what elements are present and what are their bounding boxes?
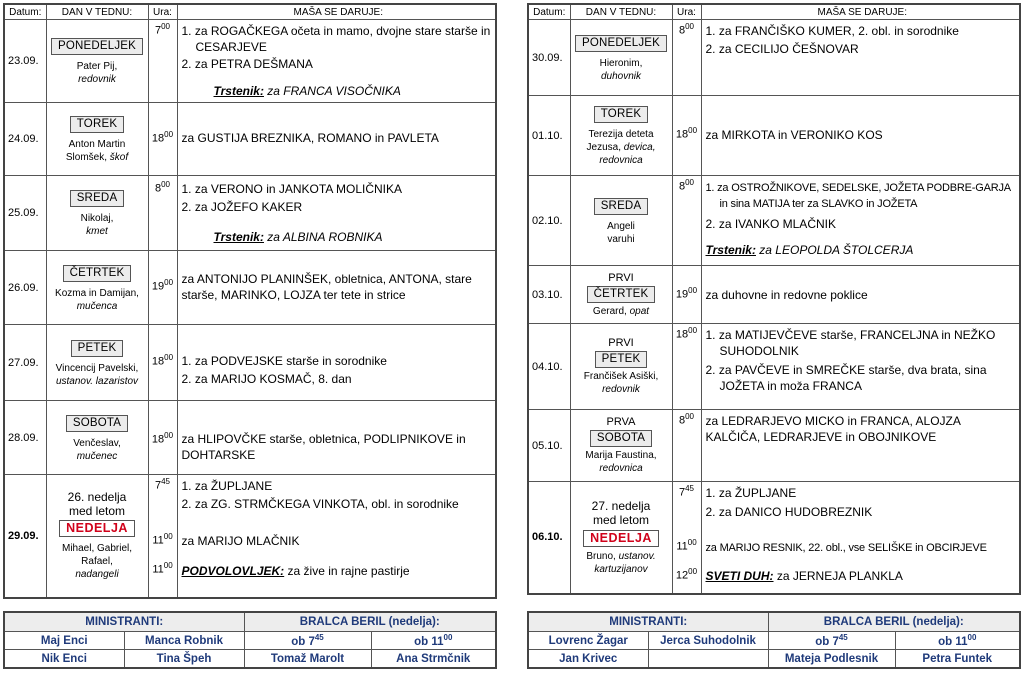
mass-intention: 1. za PODVEJSKE starše in sorodnike bbox=[181, 354, 387, 368]
footer-right bbox=[527, 611, 1021, 669]
masses-cell bbox=[701, 96, 1020, 176]
day-cell bbox=[570, 20, 672, 96]
location-intention: PODVOLOVLJEK: za žive in rajne pastirje bbox=[181, 564, 410, 578]
day-cell bbox=[570, 266, 672, 324]
header-day: DAN V TEDNU: bbox=[46, 4, 148, 20]
table-row bbox=[528, 96, 1020, 176]
location-intention: Trstenik: za LEOPOLDA ŠTOLCERJA bbox=[705, 243, 914, 257]
date-cell: 02.10. bbox=[528, 176, 570, 266]
mass-time: $7^{45}$ bbox=[678, 484, 695, 499]
mass-intention: za ANTONIJO PLANINŠEK, obletnica, ANTONA, stare starše, MARINKO, LOJZA ter tete in strice bbox=[181, 272, 472, 302]
reading-time: ob $11^{00}$ bbox=[895, 632, 1020, 650]
day-cell bbox=[46, 20, 148, 103]
reading-time: ob $11^{00}$ bbox=[371, 632, 496, 650]
footer-row bbox=[4, 650, 496, 669]
footer-header bbox=[4, 612, 496, 632]
reading-time: ob $7^{45}$ bbox=[768, 632, 895, 650]
saint: Bruno, ustanov. kartuzijanov bbox=[586, 550, 656, 575]
saint: Pater Pij, redovnik bbox=[76, 61, 118, 85]
mass-intention: 1. za FRANČIŠKO KUMER, 2. obl. in sorodnike bbox=[705, 24, 959, 38]
mass-time: $7^{45}$ bbox=[154, 477, 171, 492]
date-cell: 25.09. bbox=[4, 176, 46, 251]
mass-intention: za HLIPOVČKE starše, obletnica, PODLIPNIKOVE in DOHTARSKE bbox=[181, 432, 466, 462]
day-label: PETEK bbox=[595, 351, 648, 368]
mass-intention: za MARIJO MLAČNIK bbox=[181, 534, 300, 548]
reading-time: ob $7^{45}$ bbox=[244, 632, 371, 650]
masses-cell bbox=[177, 401, 496, 475]
beril-label: BRALCA BERIL (nedelja): bbox=[244, 612, 496, 632]
mass-intention: za MARIJO RESNIK, 22. obl., vse SELIŠKE in OBCIRJEVE bbox=[705, 542, 987, 554]
day-cell bbox=[570, 482, 672, 594]
mass-time: $18^{00}$ bbox=[151, 431, 174, 446]
mass-intention: za duhovne in redovne poklice bbox=[705, 288, 868, 302]
footer-header bbox=[528, 612, 1020, 632]
saint: Anton Martin Slomšek, škof bbox=[65, 139, 129, 163]
ministrant: Maj Enci bbox=[4, 632, 124, 650]
reader: Tomaž Marolt bbox=[244, 650, 371, 669]
header-masses: MAŠA SE DARUJE: bbox=[701, 4, 1020, 20]
table-row bbox=[528, 266, 1020, 324]
header-time: Ura: bbox=[148, 4, 177, 20]
footer-row bbox=[528, 650, 1020, 669]
time-cell bbox=[672, 324, 701, 410]
ministrant: Manca Robnik bbox=[124, 632, 244, 650]
date-cell: 27.09. bbox=[4, 325, 46, 401]
table-row bbox=[4, 401, 496, 475]
saint: Angeli varuhi bbox=[607, 220, 635, 245]
table-row bbox=[4, 325, 496, 401]
time-cell bbox=[672, 266, 701, 324]
mass-time: $18^{00}$ bbox=[151, 130, 174, 145]
mass-time: $19^{00}$ bbox=[151, 278, 174, 293]
time-cell bbox=[672, 96, 701, 176]
ministrant bbox=[648, 650, 768, 669]
schedule-right bbox=[527, 3, 1021, 595]
location-intention: SVETI DUH: za JERNEJA PLANKLA bbox=[705, 569, 903, 583]
saint: Marija Faustina, redovnica bbox=[585, 450, 657, 474]
masses-cell bbox=[177, 325, 496, 401]
schedule-table-left bbox=[3, 3, 497, 599]
mass-time: $19^{00}$ bbox=[675, 286, 698, 301]
date-cell: 03.10. bbox=[528, 266, 570, 324]
mass-intention: 2. za MARIJO KOSMAČ, 8. dan bbox=[181, 372, 352, 386]
day-label: ČETRTEK bbox=[63, 265, 132, 282]
mass-intention: 1. za VERONO in JANKOTA MOLIČNIKA bbox=[181, 182, 402, 196]
day-cell bbox=[570, 324, 672, 410]
day-label: PETEK bbox=[71, 340, 124, 357]
day-label: TOREK bbox=[70, 116, 124, 133]
day-cell bbox=[570, 410, 672, 482]
day-label: NEDELJA bbox=[59, 520, 135, 537]
header-time: Ura: bbox=[672, 4, 701, 20]
masses-cell bbox=[701, 324, 1020, 410]
table-row bbox=[4, 20, 496, 103]
time-cell bbox=[148, 103, 177, 176]
mass-intention: za GUSTIJA BREZNIKA, ROMANO in PAVLETA bbox=[181, 131, 439, 145]
masses-cell bbox=[177, 103, 496, 176]
day-label: TOREK bbox=[594, 106, 648, 123]
saint: Venčeslav, mučenec bbox=[73, 437, 121, 462]
footer-row bbox=[528, 632, 1020, 650]
table-row bbox=[528, 410, 1020, 482]
header-row bbox=[4, 4, 496, 20]
day-cell bbox=[46, 475, 148, 598]
footer-row bbox=[4, 632, 496, 650]
time-cell bbox=[148, 251, 177, 325]
header-day: DAN V TEDNU: bbox=[570, 4, 672, 20]
schedule-left bbox=[3, 3, 497, 599]
masses-cell bbox=[177, 20, 496, 103]
masses-cell bbox=[177, 475, 496, 598]
mass-intention: 2. za ZG. STRMČKEGA VINKOTA, obl. in sorodnike bbox=[181, 497, 459, 511]
saint: Terezija deteta Jezusa, devica, redovnica bbox=[586, 129, 656, 166]
mass-intention: 1. za OSTROŽNIKOVE, SEDELSKE, JOŽETA PODBRE-GARJA in sina MATIJA ter za SLAVKO in JOŽETA bbox=[705, 182, 1011, 210]
mass-time: $11^{00}$ bbox=[152, 532, 173, 547]
footer-table-left bbox=[3, 611, 497, 669]
mass-time: $8^{00}$ bbox=[154, 180, 171, 195]
day-cell bbox=[570, 176, 672, 266]
day-cell bbox=[46, 176, 148, 251]
reader: Mateja Podlesnik bbox=[768, 650, 895, 669]
mass-intention: 2. za CECILIJO ČEŠNOVAR bbox=[705, 42, 859, 56]
table-row bbox=[4, 475, 496, 598]
ministranti-label: MINISTRANTI: bbox=[4, 612, 244, 632]
mass-intention: 1. za MATIJEVČEVE starše, FRANCELJNA in NEŽKO SUHODOLNIK bbox=[705, 328, 996, 358]
mass-intention: 2. za PAVČEVE in SMREČKE starše, dva brata, sina JOŽETA in moža FRANCA bbox=[705, 363, 987, 393]
date-cell: 04.10. bbox=[528, 324, 570, 410]
mass-time: $7^{00}$ bbox=[154, 22, 171, 37]
header-row bbox=[528, 4, 1020, 20]
header-date: Datum: bbox=[528, 4, 570, 20]
mass-time: $18^{00}$ bbox=[675, 126, 698, 141]
ministranti-label: MINISTRANTI: bbox=[528, 612, 768, 632]
time-cell bbox=[148, 20, 177, 103]
date-cell: 28.09. bbox=[4, 401, 46, 475]
time-cell bbox=[148, 401, 177, 475]
day-cell bbox=[46, 103, 148, 176]
time-cell bbox=[672, 410, 701, 482]
day-label: ČETRTEK bbox=[587, 286, 656, 303]
mass-time: $11^{00}$ bbox=[676, 538, 697, 553]
ministrant: Jerca Suhodolnik bbox=[648, 632, 768, 650]
mass-intention: 1. za ŽUPLJANE bbox=[705, 486, 797, 500]
day-label: SOBOTA bbox=[590, 430, 652, 447]
ministrant: Nik Enci bbox=[4, 650, 124, 669]
date-cell: 06.10. bbox=[528, 482, 570, 594]
sunday-title: 27. nedelja med letom bbox=[591, 498, 651, 527]
beril-label: BRALCA BERIL (nedelja): bbox=[768, 612, 1020, 632]
mass-time: $18^{00}$ bbox=[675, 326, 698, 341]
schedule-table-right bbox=[527, 3, 1021, 595]
day-label: SREDA bbox=[594, 198, 649, 215]
saint: Nikolaj, kmet bbox=[80, 213, 114, 237]
saint: Kozma in Damijan, mučenca bbox=[55, 287, 139, 312]
time-cell bbox=[672, 176, 701, 266]
header-date: Datum: bbox=[4, 4, 46, 20]
masses-cell bbox=[701, 410, 1020, 482]
sunday-title: 26. nedelja med letom bbox=[67, 490, 127, 519]
time-cell bbox=[148, 176, 177, 251]
day-cell bbox=[46, 325, 148, 401]
time-cell bbox=[672, 20, 701, 96]
saint: Gerard, opat bbox=[592, 305, 650, 317]
masses-cell bbox=[177, 251, 496, 325]
table-row bbox=[4, 103, 496, 176]
footer-table-right bbox=[527, 611, 1021, 669]
masses-cell bbox=[177, 176, 496, 251]
day-label: SREDA bbox=[70, 190, 125, 207]
footer-left bbox=[3, 611, 497, 669]
location-intention: Trstenik: za FRANCA VISOČNIKA bbox=[213, 84, 401, 98]
day-label: SOBOTA bbox=[66, 415, 128, 432]
mass-time: $8^{00}$ bbox=[678, 412, 695, 427]
mass-intention: 2. za JOŽEFO KAKER bbox=[181, 200, 303, 214]
table-row bbox=[4, 176, 496, 251]
first-friday-label: PRVI bbox=[608, 337, 634, 349]
mass-intention: 1. za ROGAČKEGA očeta in mamo, dvojne stare starše in CESARJEVE bbox=[181, 24, 491, 54]
masses-cell bbox=[701, 266, 1020, 324]
day-label: NEDELJA bbox=[583, 530, 659, 547]
saint: Hieronim, duhovnik bbox=[599, 57, 643, 82]
reader: Ana Strmčnik bbox=[371, 650, 496, 669]
time-cell bbox=[672, 482, 701, 594]
mass-time: $12^{00}$ bbox=[675, 567, 698, 582]
masses-cell bbox=[701, 482, 1020, 594]
ministrant: Tina Špeh bbox=[124, 650, 244, 669]
day-label: PONEDELJEK bbox=[575, 35, 667, 52]
date-cell: 05.10. bbox=[528, 410, 570, 482]
mass-intention: za LEDRARJEVO MICKO in FRANCA, ALOJZA KALČIČA, LEDRARJEVE in OBOJNIKOVE bbox=[705, 414, 961, 444]
table-row bbox=[528, 324, 1020, 410]
date-cell: 24.09. bbox=[4, 103, 46, 176]
location-intention: Trstenik: za ALBINA ROBNIKA bbox=[213, 230, 383, 244]
saint: Vincencij Pavelski, ustanov. lazaristov bbox=[55, 362, 139, 387]
table-row bbox=[528, 482, 1020, 594]
time-cell bbox=[148, 475, 177, 598]
table-row bbox=[528, 176, 1020, 266]
mass-time: $11^{00}$ bbox=[152, 561, 173, 576]
date-cell: 01.10. bbox=[528, 96, 570, 176]
first-saturday-label: PRVA bbox=[606, 416, 636, 428]
saint: Mihael, Gabriel, Rafael, nadangeli bbox=[61, 543, 133, 581]
day-cell bbox=[46, 251, 148, 325]
date-cell: 23.09. bbox=[4, 20, 46, 103]
date-cell: 30.09. bbox=[528, 20, 570, 96]
mass-intention: za MIRKOTA in VERONIKO KOS bbox=[705, 128, 883, 142]
ministrant: Jan Krivec bbox=[528, 650, 648, 669]
mass-intention: 2. za PETRA DEŠMANA bbox=[181, 57, 313, 71]
date-cell: 26.09. bbox=[4, 251, 46, 325]
day-cell bbox=[570, 96, 672, 176]
day-cell bbox=[46, 401, 148, 475]
mass-intention: 1. za ŽUPLJANE bbox=[181, 479, 273, 493]
saint: Frančišek Asiški, redovnik bbox=[583, 371, 659, 395]
ministrant: Lovrenc Žagar bbox=[528, 632, 648, 650]
header-masses: MAŠA SE DARUJE: bbox=[177, 4, 496, 20]
masses-cell bbox=[701, 20, 1020, 96]
reader: Petra Funtek bbox=[895, 650, 1020, 669]
table-row bbox=[528, 20, 1020, 96]
mass-time: $18^{00}$ bbox=[151, 353, 174, 368]
mass-time: $8^{00}$ bbox=[678, 178, 695, 193]
time-cell bbox=[148, 325, 177, 401]
mass-time: $8^{00}$ bbox=[678, 22, 695, 37]
mass-intention: 2. za IVANKO MLAČNIK bbox=[705, 217, 836, 231]
date-cell: 29.09. bbox=[4, 475, 46, 598]
first-friday-label: PRVI bbox=[608, 271, 634, 284]
masses-cell bbox=[701, 176, 1020, 266]
mass-intention: 2. za DANICO HUDOBREZNIK bbox=[705, 505, 873, 519]
table-row bbox=[4, 251, 496, 325]
day-label: PONEDELJEK bbox=[51, 38, 143, 55]
